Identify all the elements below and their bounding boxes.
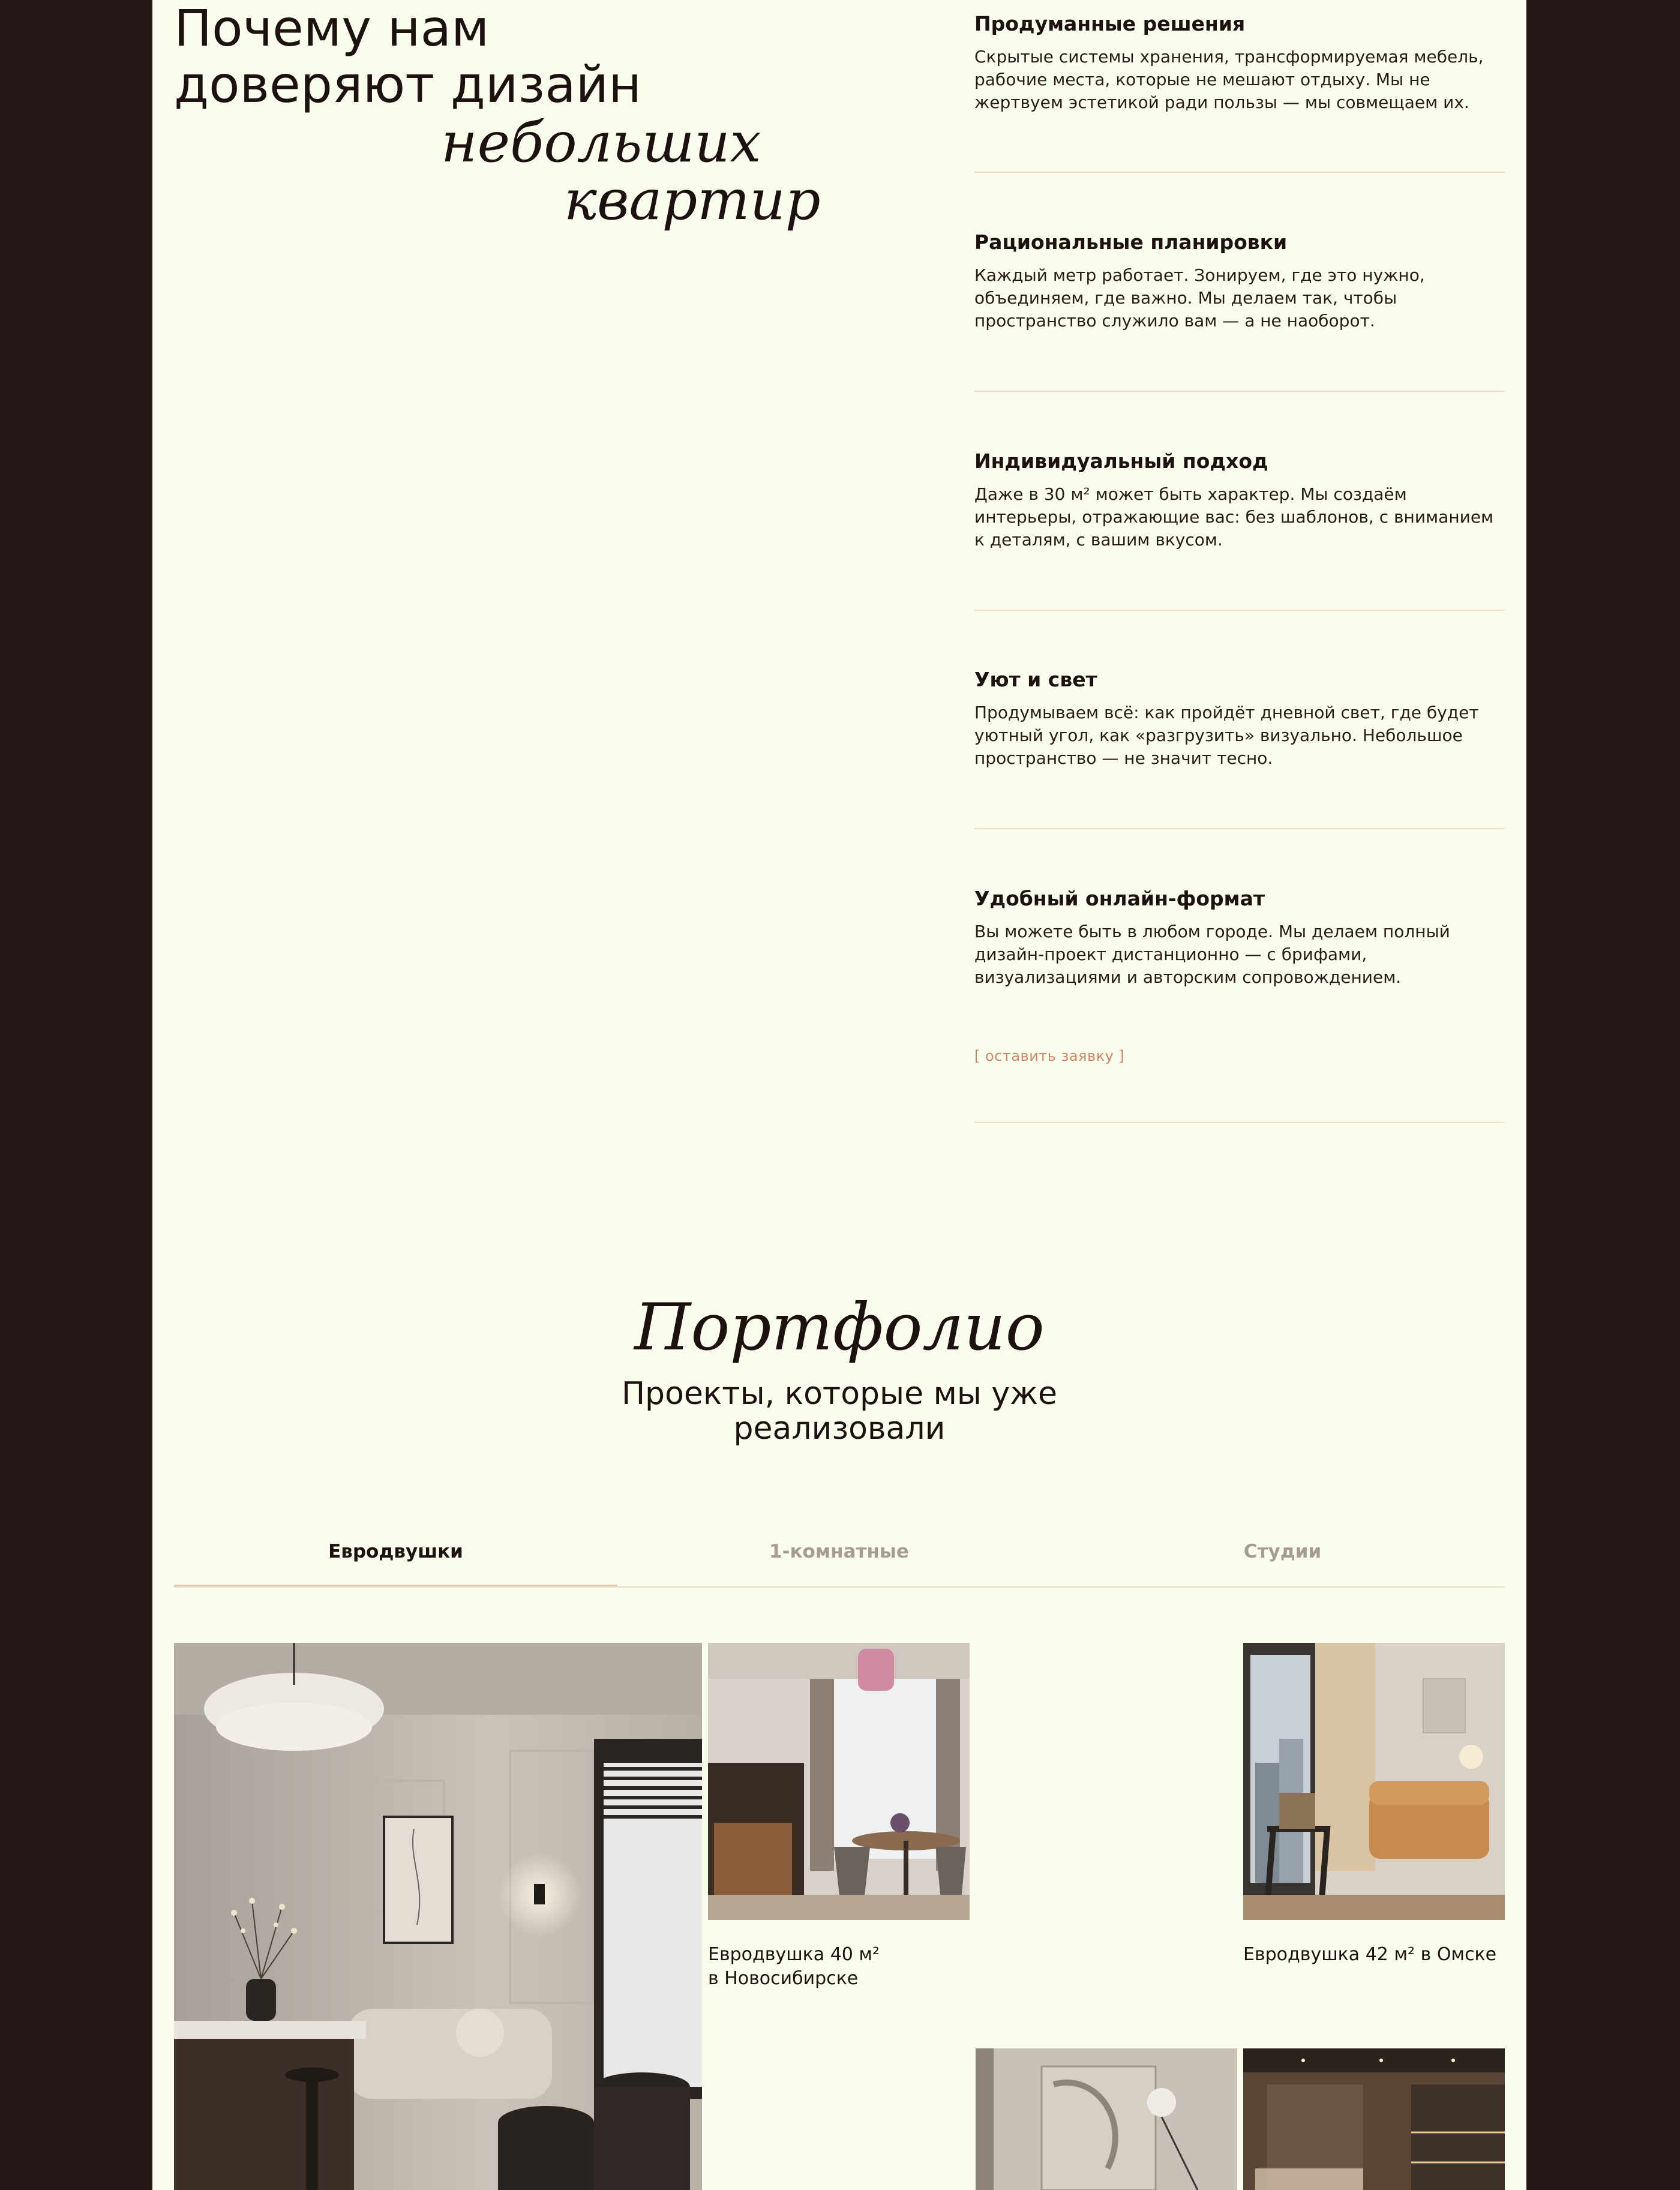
feature-text: Скрытые системы хранения, трансформируемая мебель, рабочие места, которые не мешают отдыху. Мы не жертвуем эстетикой ради пользы — мы совмещаем их.	[974, 47, 1484, 112]
divider	[974, 828, 1505, 829]
feature-item	[974, 887, 1505, 989]
divider	[974, 172, 1505, 173]
feature-text: Каждый метр работает. Зонируем, где это нужно, объединяем, где важно. Мы делаем так, чтобы пространство служило вам — а не наоборот.	[974, 265, 1425, 331]
heading-italic-1: небольших	[441, 110, 761, 175]
divider	[974, 391, 1505, 392]
tab-studios[interactable]: Студии	[1243, 1541, 1322, 1562]
feature-item	[974, 449, 1505, 551]
portfolio-title: Портфолио	[634, 1290, 1045, 1365]
interior-art-image	[976, 2048, 1237, 2190]
project-photo-1[interactable]	[708, 1643, 970, 1920]
tab-eurodvushki[interactable]: Евродвушки	[174, 1536, 617, 1586]
feature-title: Рациональные планировки	[974, 230, 1288, 254]
feature-text: Даже в 30 м² может быть характер. Мы создаём интерьеры, отражающие вас: без шаблонов, с вниманием к деталям, с вашим вкусом.	[974, 484, 1494, 550]
feature-title: Индивидуальный подход	[974, 449, 1268, 473]
heading-line-1: Почему нам	[174, 0, 490, 58]
divider	[974, 1122, 1505, 1123]
project-caption-1	[708, 1943, 880, 1991]
tab-1-room[interactable]: 1-комнатные	[769, 1541, 909, 1562]
project-photo-3[interactable]	[976, 2048, 1237, 2190]
caption-line: Евродвушка 40 м²	[708, 1944, 880, 1965]
feature-text: Вы можете быть в любом городе. Мы делаем полный дизайн-проект дистанционно — с брифами, визуализациями и авторским сопровождением.	[974, 922, 1450, 987]
living-room-image	[174, 1643, 702, 2190]
why-us-heading	[174, 0, 894, 232]
feature-item	[974, 230, 1505, 332]
feature-item	[974, 668, 1505, 770]
heading-line-2: доверяют дизайн	[174, 55, 642, 114]
portfolio-tabs	[174, 1536, 1505, 1588]
divider	[974, 610, 1505, 611]
project-photo-4[interactable]	[1243, 2048, 1505, 2190]
living-room-omsk-image	[1243, 1643, 1505, 1920]
feature-title: Удобный онлайн-формат	[974, 887, 1265, 910]
feature-title: Продуманные решения	[974, 12, 1246, 35]
feature-text: Продумываем всё: как пройдёт дневной свет, где будет уютный угол, как «разгрузить» визуально. Небольшое пространство — не значит тесно.	[974, 703, 1479, 768]
project-photo-large[interactable]	[174, 1643, 702, 2190]
subtitle-line-1: Проекты, которые мы уже	[621, 1376, 1058, 1412]
page	[152, 0, 1526, 2190]
leave-request-link[interactable]: [ оставить заявку ]	[974, 1048, 1125, 1064]
subtitle-line-2: реализовали	[733, 1411, 946, 1447]
caption-line: в Новосибирске	[708, 1968, 859, 1989]
feature-item	[974, 12, 1505, 114]
feature-title: Уют и свет	[974, 668, 1097, 691]
dining-room-image	[708, 1643, 970, 1920]
project-caption-2	[1243, 1943, 1496, 1967]
heading-italic-2: квартир	[564, 168, 821, 232]
kitchen-image	[1243, 2048, 1505, 2190]
caption-line: Евродвушка 42 м² в Омске	[1243, 1944, 1497, 1965]
portfolio-subtitle	[152, 1376, 1526, 1446]
project-photo-2[interactable]	[1243, 1643, 1505, 1920]
